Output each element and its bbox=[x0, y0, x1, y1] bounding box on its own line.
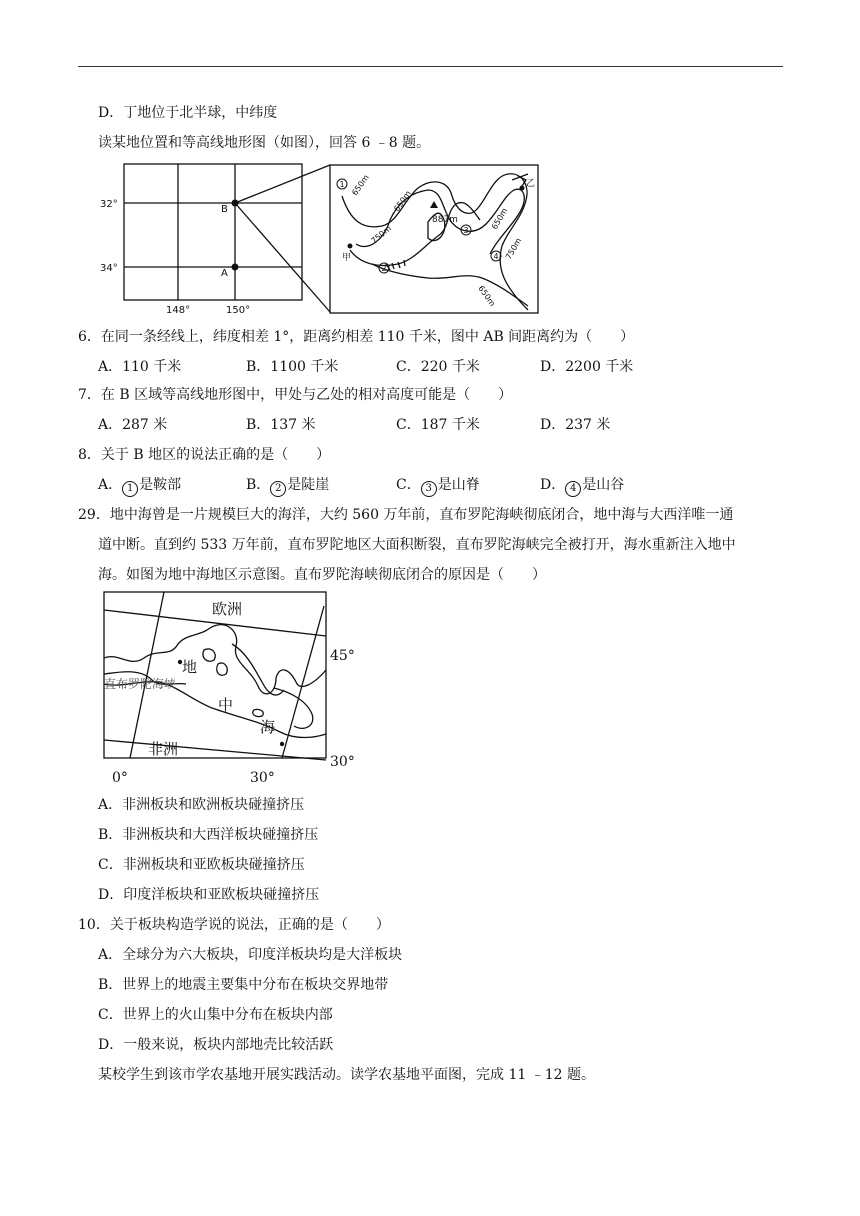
q10-option-c: C．世界上的火山集中分布在板块内部 bbox=[98, 1007, 333, 1023]
q7-option-a: A．287 米 bbox=[98, 417, 168, 433]
q7-option-b: B．137 米 bbox=[246, 417, 316, 433]
q29-option-c: C．非洲板块和亚欧板块碰撞挤压 bbox=[98, 857, 305, 873]
question-6-stem: 6．在同一条经线上，纬度相差 1°，距离约相差 110 千米，图中 AB 间距离约为（ ） bbox=[78, 329, 635, 345]
q10-option-b: B．世界上的地震主要集中分布在板块交界地带 bbox=[98, 977, 389, 993]
label-africa: 非洲 bbox=[148, 740, 179, 758]
marker-2-label: 2 bbox=[381, 264, 387, 273]
question-29-line-2: 道中断。直到约 533 万年前，直布罗陀地区大面积断裂，直布罗陀海峡完全被打开，海水重新注入地中 bbox=[98, 537, 736, 553]
marker-3-label: 3 bbox=[463, 226, 469, 235]
q7-option-d: D．237 米 bbox=[540, 417, 611, 433]
contour-label-750: 750m bbox=[369, 223, 393, 246]
peak-label: 887m bbox=[432, 215, 458, 225]
question-10-stem: 10．关于板块构造学说的说法，正确的是（ ） bbox=[78, 917, 390, 933]
point-b-dot bbox=[232, 200, 239, 207]
marker-1-label: 1 bbox=[339, 180, 345, 189]
label-zhong: 中 bbox=[218, 696, 234, 714]
contour-650-outer bbox=[339, 174, 528, 310]
q8-option-c: C． 3 是山脊 bbox=[396, 476, 480, 497]
contour-650-inner bbox=[350, 203, 480, 266]
yi-label: 乙 bbox=[526, 179, 536, 189]
label-hai: 海 bbox=[260, 718, 276, 736]
point-a-label: A bbox=[221, 268, 228, 279]
lat-top-label: 32° bbox=[100, 199, 118, 210]
q8-option-d: D． 4 是山谷 bbox=[540, 476, 624, 497]
q29-option-d: D．印度洋板块和亚欧板块碰撞挤压 bbox=[98, 887, 320, 903]
grid-frame bbox=[124, 164, 302, 300]
option-d-prev: D．丁地位于北半球，中纬度 bbox=[98, 105, 278, 121]
question-8-stem: 8．关于 B 地区的说法正确的是（ ） bbox=[78, 447, 331, 463]
q29-option-b: B．非洲板块和大西洋板块碰撞挤压 bbox=[98, 827, 319, 843]
q6-option-a: A．110 千米 bbox=[98, 359, 182, 375]
contour-label-650: 650m bbox=[489, 206, 510, 231]
label-lat-30: 30° bbox=[330, 754, 355, 770]
contour-650-lower bbox=[372, 264, 528, 309]
label-lat-45: 45° bbox=[330, 648, 355, 664]
question-29-line-1: 29．地中海曾是一片规模巨大的海洋，大约 560 万年前，直布罗陀海峡彻底闭合，地中海与大西洋唯一通 bbox=[78, 507, 734, 523]
q8-option-b: B． 2 是陡崖 bbox=[246, 476, 329, 497]
jia-label: 甲 bbox=[342, 253, 352, 263]
point-yi-dot bbox=[520, 186, 525, 191]
lat-bottom-label: 34° bbox=[100, 263, 118, 274]
intro-6-8: 读某地位置和等高线地形图（如图），回答 6 ﹣8 题。 bbox=[98, 135, 431, 151]
label-europe: 欧洲 bbox=[212, 600, 243, 618]
mediterranean-figure bbox=[100, 588, 360, 788]
question-7-stem: 7．在 B 区域等高线地形图中，甲处与乙处的相对高度可能是（ ） bbox=[78, 387, 513, 403]
point-jia-dot bbox=[348, 244, 353, 249]
intro-11-12: 某校学生到该市学农基地开展实践活动。读学农基地平面图，完成 11 ﹣12 题。 bbox=[98, 1067, 595, 1083]
island-2 bbox=[217, 663, 228, 675]
contour-label-650: 650m bbox=[392, 189, 413, 214]
label-lon-30: 30° bbox=[250, 770, 275, 786]
q10-option-d: D．一般来说，板块内部地壳比较活跃 bbox=[98, 1037, 334, 1053]
point-b-label: B bbox=[221, 204, 228, 215]
q29-option-a: A．非洲板块和欧洲板块碰撞挤压 bbox=[98, 797, 305, 813]
island-3 bbox=[253, 709, 264, 716]
lon-left-label: 148° bbox=[166, 305, 191, 316]
peak-triangle bbox=[430, 201, 438, 208]
contour-label-650: 650m bbox=[476, 283, 497, 309]
q7-option-c: C．187 千米 bbox=[396, 417, 480, 433]
label-strait: 直布罗陀海峡 bbox=[104, 677, 177, 691]
label-lon-0: 0° bbox=[112, 770, 128, 786]
island-1 bbox=[203, 649, 215, 661]
contour-label-650: 650m bbox=[350, 173, 371, 198]
marker-4-label: 4 bbox=[493, 252, 499, 261]
lon-right-label: 150° bbox=[226, 305, 251, 316]
q6-option-c: C．220 千米 bbox=[396, 359, 480, 375]
q6-option-b: B．1100 千米 bbox=[246, 359, 339, 375]
feature-dot bbox=[280, 742, 284, 746]
contour-label-750: 750m bbox=[503, 236, 524, 261]
question-29-line-3: 海。如图为地中海地区示意图。直布罗陀海峡彻底闭合的原因是（ ） bbox=[98, 567, 546, 583]
point-a-dot bbox=[232, 264, 239, 271]
header-rule bbox=[78, 66, 783, 67]
label-di: 地 bbox=[182, 658, 198, 676]
q8-option-a: A． 1 是鞍部 bbox=[98, 476, 181, 497]
location-contour-figure bbox=[98, 160, 540, 316]
q10-option-a: A．全球分为六大板块，印度洋板块均是大洋板块 bbox=[98, 947, 403, 963]
q6-option-d: D．2200 千米 bbox=[540, 359, 634, 375]
